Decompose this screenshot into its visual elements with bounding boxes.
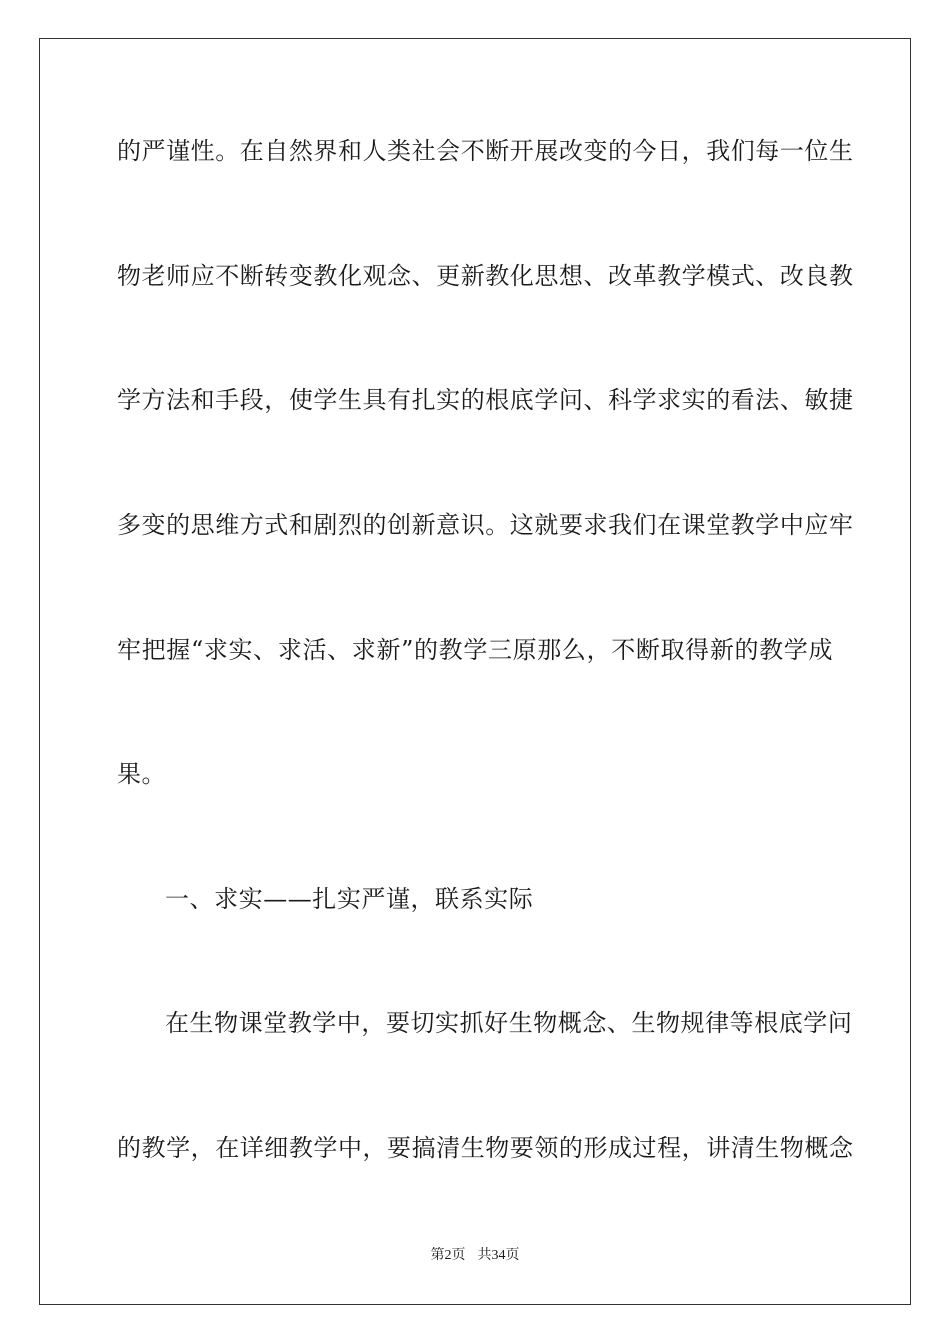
page-footer — [0, 1247, 950, 1265]
page-border — [39, 38, 911, 1305]
paragraph-line: 学方法和手段，使学生具有扎实的根底学问、科学求实的看法、敏捷 — [117, 386, 854, 414]
paragraph-line: 的严谨性。在自然界和人类社会不断开展改变的今日，我们每一位生 — [117, 137, 854, 165]
page-total: 共34页 — [477, 1248, 520, 1263]
paragraph-line: 在生物课堂教学中，要切实抓好生物概念、生物规律等根底学问 — [165, 1009, 853, 1037]
section-heading: 一、求实——扎实严谨，联系实际 — [165, 885, 534, 913]
paragraph-line: 牢把握“求实、求活、求新”的教学三原那么，不断取得新的教学成 — [117, 636, 833, 664]
page-number: 第2页 — [430, 1248, 466, 1263]
paragraph-line: 物老师应不断转变教化观念、更新教化思想、改革教学模式、改良教 — [117, 262, 854, 290]
paragraph-line: 果。 — [117, 760, 167, 788]
paragraph-line: 多变的思维方式和剧烈的创新意识。这就要求我们在课堂教学中应牢 — [117, 511, 854, 539]
paragraph-line: 的教学，在详细教学中，要搞清生物要领的形成过程，讲清生物概念 — [117, 1134, 854, 1162]
